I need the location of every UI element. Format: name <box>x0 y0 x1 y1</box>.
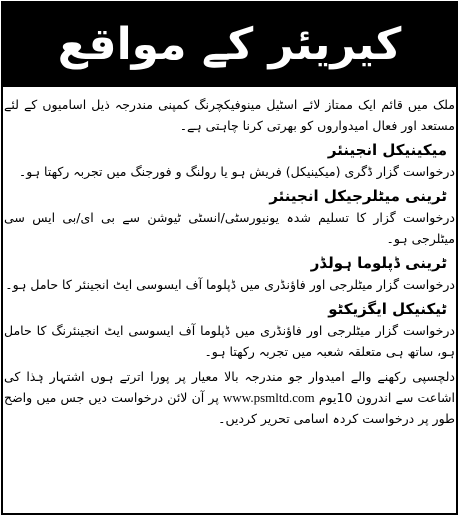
position-description-technical-executive: درخواست گزار میٹلرجی اور فاؤنڈری میں ڈپلوما آف ایسوسی ایٹ انجینئرنگ کا حامل ہو، ساتھ ہی متعلقہ شعبہ میں تجربہ رکھتا ہو۔ <box>4 323 455 359</box>
position-title-mechanical-engineer: میکینیکل انجینئر <box>327 141 447 159</box>
position-title-technical-executive: ٹیکنیکل ایگزیکٹو <box>328 300 447 318</box>
position-title-trainee-diploma-holder: ٹرینی ڈپلوما ہولڈر <box>310 254 447 272</box>
closing-paragraph <box>4 366 455 429</box>
ad-body <box>4 92 455 510</box>
closing-text-after-url: پر آن لائن درخواست دیں جس میں واضح طور پر درخواست کردہ اسامی تحریر کردیں۔ <box>4 390 455 426</box>
website-link[interactable]: www.psmltd.com <box>223 390 315 405</box>
ad-header-banner <box>3 3 456 87</box>
page-title: کیریئر کے مواقع <box>57 19 402 70</box>
position-description-mechanical-engineer: درخواست گزار ڈگری (میکینیکل) فریش ہو یا رولنگ و فورجنگ میں تجربہ رکھتا ہو۔ <box>18 164 455 179</box>
closing-text-before-url: دلچسپی رکھنے والے امیدوار جو مندرجہ بالا معیار پر پورا اترتے ہوں اشتہار ہٰذا کی اشاعت سے اندرون 10یوم <box>4 369 455 405</box>
position-title-trainee-metallurgical-engineer: ٹرینی میٹلرجیکل انجینئر <box>269 187 447 205</box>
intro-paragraph: ملک میں قائم ایک ممتاز لائے اسٹیل مینوفیکچرنگ کمپنی مندرجہ ذیل اسامیوں کے لئے مستعد اور فعال امیدواروں کو بھرتی کرنا چاہتی ہے۔ <box>4 97 455 133</box>
position-description-trainee-diploma-holder: درخواست گزار میٹلرجی اور فاؤنڈری میں ڈپلوما آف ایسوسی ایٹ انجینئر کا حامل ہو۔ <box>5 277 455 292</box>
position-description-trainee-metallurgical-engineer: درخواست گزار کا تسلیم شدہ یونیورسٹی/انسٹی ٹیوشن سے بی ای/بی ایس سی میٹلرجی ہو۔ <box>4 210 455 246</box>
